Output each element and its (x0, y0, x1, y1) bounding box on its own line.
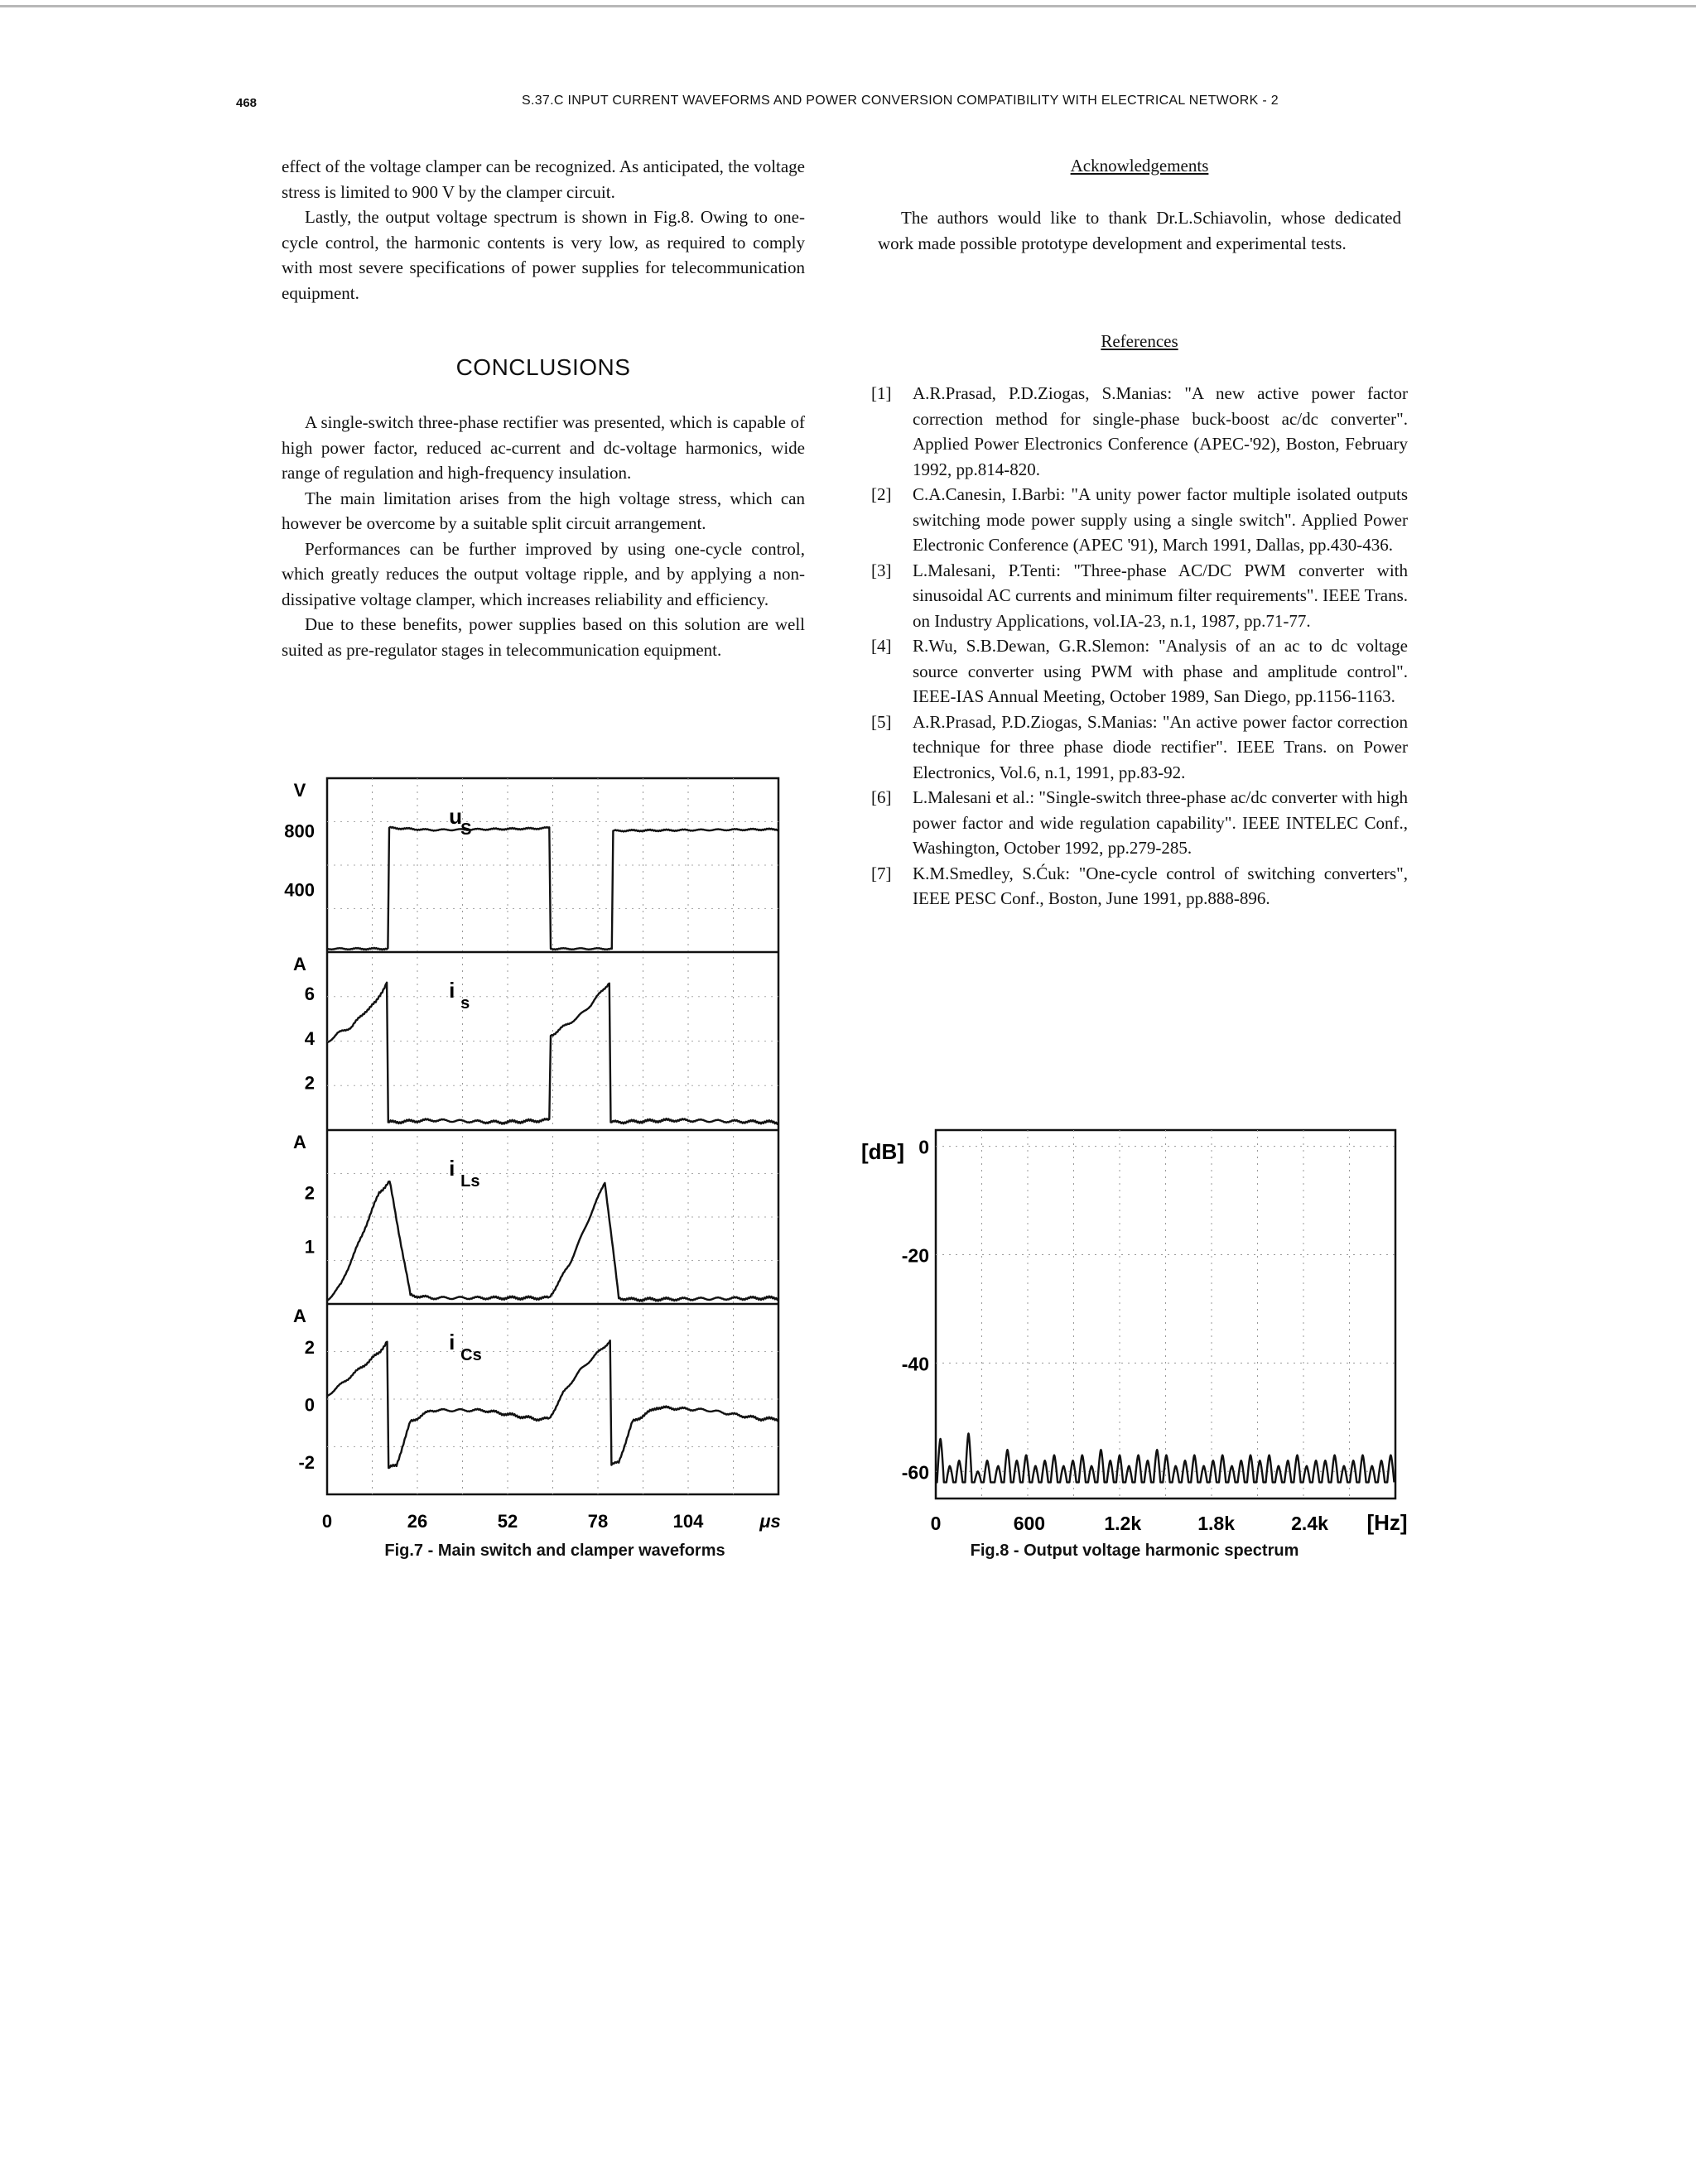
paragraph: A single-switch three-phase rectifier was presented, which is capable of high power factor, reduced ac-current and dc-voltage harmonics, wide range of regulation and high-frequency insulation. (282, 412, 805, 483)
reference-list (871, 381, 1408, 912)
y-tick-label: 6 (304, 984, 315, 1005)
conclusions-body (282, 410, 805, 662)
y-tick-label: -40 (901, 1353, 929, 1375)
paragraph: The main limitation arises from the high voltage stress, which can however be overcome by a suitable split circuit arrangement. (282, 488, 805, 533)
trace-label-subscript: Ls (460, 1172, 480, 1191)
x-tick-label: 104 (672, 1511, 704, 1532)
y-tick-label: 0 (918, 1136, 929, 1158)
figure-8-caption: Fig.8 - Output voltage harmonic spectrum (970, 1542, 1299, 1560)
reference-number: [5] (871, 711, 892, 732)
scan-edge-line (0, 5, 1696, 7)
figure-7-waveforms (282, 766, 828, 1544)
spectrum-trace (936, 1434, 1395, 1483)
left-column-intro (282, 154, 805, 305)
figure-8-frame (936, 1130, 1395, 1498)
x-tick-label: 0 (321, 1511, 333, 1532)
reference-text: A.R.Prasad, P.D.Ziogas, S.Manias: "An active power factor correction technique for three phase diode rectifier". IEEE Trans. on Power Electronics, Vol.6, n.1, 1991, pp.83-92. (913, 711, 1408, 782)
references-heading: References (1101, 331, 1178, 351)
y-axis-unit-label: [dB] (861, 1139, 904, 1164)
x-axis-unit-label: [Hz] (1366, 1510, 1408, 1535)
y-tick-label: -2 (298, 1452, 315, 1474)
reference-text: L.Malesani, P.Tenti: "Three-phase AC/DC PWM converter with sinusoidal AC currents and minimum filter requirements". IEEE Trans. on Industry Applications, vol.IA-23, n.1, 1987, pp.71-77. (913, 560, 1408, 631)
trace-label: i (449, 978, 455, 1003)
y-tick-label: 4 (304, 1027, 315, 1049)
x-tick-label: 600 (1013, 1513, 1046, 1534)
figure-7-caption: Fig.7 - Main switch and clamper waveforms (384, 1542, 725, 1560)
paragraph: effect of the voltage clamper can be recognized. As anticipated, the voltage stress is limited to 900 V by the clamper circuit. (282, 156, 805, 202)
y-tick-label: 0 (304, 1394, 315, 1416)
paragraph: The authors would like to thank Dr.L.Schiavolin, whose dedicated work made possible prototype development and experimental tests. (878, 208, 1401, 253)
reference-item (871, 558, 1408, 634)
trace-label: i (449, 1156, 455, 1181)
trace-label-subscript: s (460, 994, 470, 1013)
waveform-trace (327, 1181, 778, 1301)
y-tick-label: -20 (901, 1244, 929, 1267)
x-tick-label: 52 (497, 1511, 518, 1532)
x-tick-label: 1.2k (1104, 1513, 1142, 1534)
reference-number: [7] (871, 863, 892, 883)
reference-item (871, 482, 1408, 558)
acknowledgements-heading: Acknowledgements (1070, 156, 1209, 176)
reference-item (871, 861, 1408, 912)
reference-number: [4] (871, 636, 892, 656)
waveform-trace (327, 1340, 778, 1468)
y-tick-label: 2 (304, 1072, 315, 1094)
figure-8-spectrum (861, 1122, 1408, 1536)
reference-number: [1] (871, 383, 892, 403)
y-tick-label: 2 (304, 1336, 315, 1358)
y-tick-label: 800 (284, 820, 315, 842)
x-tick-label: 2.4k (1291, 1513, 1328, 1534)
page-number: 468 (236, 96, 258, 110)
x-unit-label: μs (759, 1511, 781, 1532)
x-tick-label: 26 (407, 1511, 428, 1532)
panel-unit-label: A (293, 1132, 306, 1152)
acknowledgements-body (878, 205, 1401, 256)
reference-item (871, 381, 1408, 482)
reference-text: K.M.Smedley, S.Ćuk: "One-cycle control of switching converters", IEEE PESC Conf., Boston, June 1991, pp.888-896. (913, 863, 1408, 908)
reference-text: R.Wu, S.B.Dewan, G.R.Slemon: "Analysis of an ac to dc voltage source converter using PWM with phase and amplitude control". IEEE-IAS Annual Meeting, October 1989, San Diego, pp.1156-1163. (913, 636, 1408, 706)
reference-number: [2] (871, 484, 892, 504)
y-tick-label: 2 (304, 1182, 315, 1204)
panel-unit-label: A (293, 954, 306, 974)
reference-text: A.R.Prasad, P.D.Ziogas, S.Manias: "A new active power factor correction method for single-phase buck-boost ac/dc converter". Applied Power Electronics Conference (APEC-'92), Boston, February 1992, pp.814-820. (913, 383, 1408, 479)
reference-text: L.Malesani et al.: "Single-switch three-phase ac/dc converter with high power factor and wide regulation capability". IEEE INTELEC Conf., Washington, October 1992, pp.279-285. (913, 787, 1408, 858)
paragraph: Due to these benefits, power supplies based on this solution are well suited as pre-regulator stages in telecommunication equipment. (282, 614, 805, 660)
paragraph: Lastly, the output voltage spectrum is shown in Fig.8. Owing to one-cycle control, the harmonic contents is very low, as required to comply with most severe specifications of power supplies for telecommunication equipment. (282, 207, 805, 303)
reference-item (871, 785, 1408, 861)
trace-label: u (449, 804, 463, 829)
reference-number: [6] (871, 787, 892, 807)
reference-text: C.A.Canesin, I.Barbi: "A unity power factor multiple isolated outputs switching mode power supply using a single switch". Applied Power Electronic Conference (APEC '91), March 1991, Dallas, pp.430-436. (913, 484, 1408, 555)
panel-unit-label: V (293, 780, 306, 801)
figure-7 (282, 766, 828, 1544)
x-tick-label: 1.8k (1197, 1513, 1236, 1534)
y-tick-label: 400 (284, 879, 315, 901)
x-tick-label: 78 (587, 1511, 609, 1532)
reference-number: [3] (871, 560, 892, 580)
conclusions-heading: CONCLUSIONS (455, 354, 631, 380)
paragraph: Performances can be further improved by using one-cycle control, which greatly reduces the output voltage ripple, and by applying a non-dissipative voltage clamper, which increases reliability and efficiency. (282, 538, 805, 609)
y-tick-label: 1 (304, 1236, 315, 1258)
y-tick-label: -60 (901, 1461, 929, 1484)
reference-item (871, 633, 1408, 710)
panel-unit-label: A (293, 1306, 306, 1326)
x-tick-label: 0 (930, 1513, 942, 1534)
trace-label: i (449, 1330, 455, 1354)
trace-label-subscript: S (460, 820, 472, 839)
running-title: S.37.C INPUT CURRENT WAVEFORMS AND POWER CONVERSION COMPATIBILITY WITH ELECTRICAL NETWORK - 2 (522, 94, 1279, 108)
figure-8 (861, 1122, 1408, 1536)
reference-item (871, 710, 1408, 786)
trace-label-subscript: Cs (460, 1346, 482, 1364)
